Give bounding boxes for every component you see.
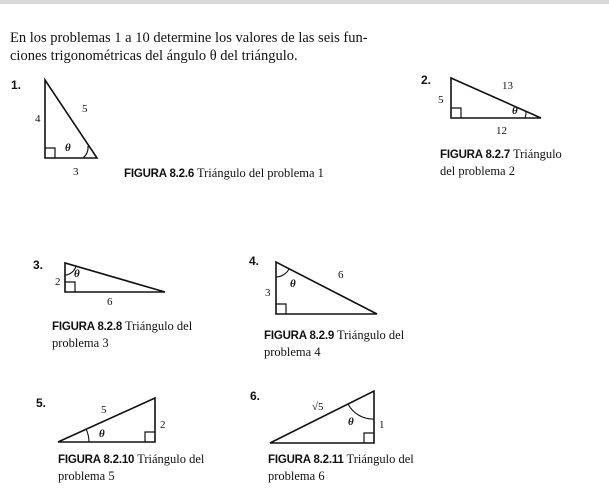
triangle-6-theta: θ: [348, 416, 354, 428]
triangle-2-theta: θ: [512, 105, 518, 117]
triangle-5-side-hypotenuse: 5: [101, 404, 107, 416]
figure-caption-text-cont: problema 4: [264, 345, 321, 359]
triangle-1-theta: θ: [65, 142, 71, 154]
triangle-5-theta: θ: [99, 428, 105, 440]
triangle-6-shape: [270, 391, 374, 443]
triangle-4-side-hypotenuse: 6: [338, 269, 344, 281]
problem-4-number: 4.: [249, 254, 260, 268]
figure-label: FIGURA 8.2.8: [52, 321, 123, 333]
figure-caption-text-cont: problema 5: [58, 469, 115, 483]
figure-label: FIGURA 8.2.7: [440, 149, 511, 161]
figure-caption-text: Triángulo del: [346, 452, 414, 466]
figure-8-2-11-caption: [268, 451, 414, 484]
triangle-1-side-hypotenuse: 5: [82, 103, 88, 115]
triangle-2-side-hypotenuse: 13: [502, 80, 513, 92]
triangle-6-side-hypotenuse: √5: [312, 401, 324, 413]
figure-caption-text: Triángulo del problema 1: [196, 166, 324, 180]
problem-2-number: 2.: [421, 73, 432, 87]
figure-caption-text: Triángulo: [512, 147, 562, 161]
triangle-3-side-vertical: 2: [55, 276, 61, 288]
figure-label: FIGURA 8.2.6: [124, 168, 195, 180]
figure-caption-text-cont: problema 3: [52, 336, 109, 350]
figure-caption-text: Triángulo del: [137, 452, 205, 466]
figure-caption-text-cont: del problema 2: [440, 164, 515, 178]
figure-label: FIGURA 8.2.11: [268, 454, 344, 466]
triangle-3-side-horizontal: 6: [107, 296, 113, 308]
figure-caption-text: Triángulo del: [336, 328, 405, 342]
triangle-4-side-vertical: 3: [265, 287, 271, 299]
triangle-1-side-vertical: 4: [35, 113, 41, 125]
triangle-4-theta: θ: [290, 278, 296, 290]
problem-3-number: 3.: [33, 258, 44, 272]
triangle-5-side-vertical: 2: [160, 419, 166, 431]
triangle-2-side-vertical: 5: [438, 94, 444, 106]
instructions-line-2: ciones trigonométricas del ángulo θ del triángulo.: [10, 48, 298, 64]
figure-label: FIGURA 8.2.9: [264, 330, 335, 342]
triangle-6-side-vertical: 1: [379, 419, 385, 431]
problem-5-number: 5.: [36, 396, 47, 410]
problem-6-number: 6.: [250, 389, 261, 403]
triangle-2-side-horizontal: 12: [496, 125, 507, 137]
triangle-6-right-angle: [364, 433, 374, 443]
triangle-1-side-horizontal: 3: [73, 166, 79, 178]
instructions-line-1: En los problemas 1 a 10 determine los valores de las seis fun-: [10, 30, 368, 46]
triangle-3-theta: θ: [74, 268, 80, 280]
problem-1-number: 1.: [11, 78, 22, 92]
figure-caption-text: Triángulo del: [124, 319, 193, 333]
figure-caption-text-cont: problema 6: [268, 469, 325, 483]
figure-label: FIGURA 8.2.10: [58, 454, 135, 466]
